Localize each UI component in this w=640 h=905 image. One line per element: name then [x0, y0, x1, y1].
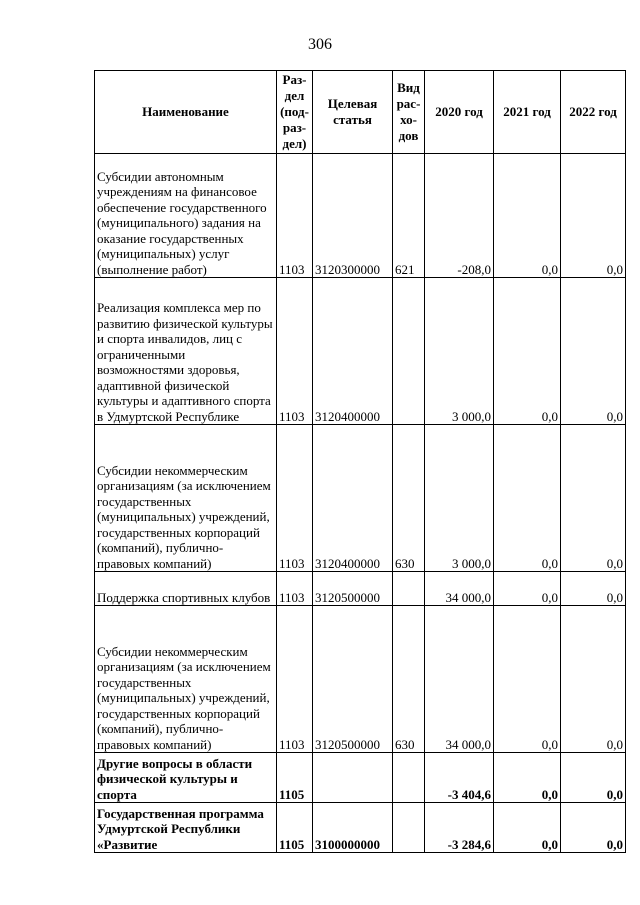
cell-2022: 0,0: [561, 803, 626, 853]
cell-2020: -3 404,6: [425, 753, 494, 803]
cell-expense-type: 630: [393, 425, 425, 572]
header-section: [277, 71, 313, 154]
header-2020: 2020 год: [425, 71, 494, 154]
header-name: Наименование: [95, 71, 277, 154]
cell-2022: 0,0: [561, 606, 626, 753]
cell-2021: 0,0: [494, 425, 561, 572]
header-expense-type: [393, 71, 425, 154]
cell-2021: 0,0: [494, 606, 561, 753]
cell-name: Реализация комплекса мер по развитию физической культуры и спорта инвалидов, лиц с ограниченными возможностями здоровья, адаптивной физической культуры и адаптивного спорта в Удмуртской Республике: [95, 278, 277, 425]
cell-section: 1103: [277, 278, 313, 425]
table-body: [95, 154, 626, 853]
header-target: [313, 71, 393, 154]
cell-target: 3100000000: [313, 803, 393, 853]
cell-expense-type: 621: [393, 154, 425, 278]
cell-2022: 0,0: [561, 572, 626, 606]
cell-section: 1103: [277, 606, 313, 753]
cell-2020: -208,0: [425, 154, 494, 278]
cell-section: 1103: [277, 425, 313, 572]
header-2021: 2021 год: [494, 71, 561, 154]
cell-expense-type: [393, 753, 425, 803]
cell-expense-type: [393, 572, 425, 606]
cell-target: 3120400000: [313, 278, 393, 425]
cell-target: 3120500000: [313, 606, 393, 753]
cell-target: 3120500000: [313, 572, 393, 606]
cell-target: 3120300000: [313, 154, 393, 278]
header-section-text: Раз- дел (под- раз- дел): [280, 72, 309, 151]
table-row: [95, 278, 626, 425]
cell-name: Субсидии некоммерческим организациям (за исключением государственных (муниципальных) учреждений, государственных корпораций (компаний), публично-правовых компаний): [95, 425, 277, 572]
cell-2021: 0,0: [494, 278, 561, 425]
cell-expense-type: 630: [393, 606, 425, 753]
cell-target: [313, 753, 393, 803]
cell-name: Поддержка спортивных клубов: [95, 572, 277, 606]
cell-2021: 0,0: [494, 154, 561, 278]
table-header-row: [95, 71, 626, 154]
header-target-text: Целевая статья: [327, 96, 378, 127]
cell-2020: -3 284,6: [425, 803, 494, 853]
cell-2022: 0,0: [561, 154, 626, 278]
cell-name: Государственная программа Удмуртской Республики «Развитие: [95, 803, 277, 853]
page-number: 306: [308, 36, 332, 53]
table-row: [95, 425, 626, 572]
cell-expense-type: [393, 803, 425, 853]
cell-2020: 3 000,0: [425, 425, 494, 572]
table-row: [95, 606, 626, 753]
cell-name: Субсидии некоммерческим организациям (за исключением государственных (муниципальных) учреждений, государственных корпораций (компаний), публично-правовых компаний): [95, 606, 277, 753]
cell-2020: 3 000,0: [425, 278, 494, 425]
cell-2021: 0,0: [494, 803, 561, 853]
table-row: [95, 803, 626, 853]
cell-target: 3120400000: [313, 425, 393, 572]
cell-2022: 0,0: [561, 425, 626, 572]
cell-name: Субсидии автономным учреждениям на финансовое обеспечение государственного (муниципального) задания на оказание государственных (муниципальных) услуг (выполнение работ): [95, 154, 277, 278]
cell-section: 1105: [277, 803, 313, 853]
cell-2020: 34 000,0: [425, 606, 494, 753]
cell-section: 1103: [277, 154, 313, 278]
table-row: [95, 154, 626, 278]
cell-2021: 0,0: [494, 572, 561, 606]
cell-2021: 0,0: [494, 753, 561, 803]
budget-table: [94, 70, 626, 853]
cell-2022: 0,0: [561, 278, 626, 425]
cell-2020: 34 000,0: [425, 572, 494, 606]
table-row: [95, 753, 626, 803]
table-row: [95, 572, 626, 606]
cell-2022: 0,0: [561, 753, 626, 803]
header-2022: 2022 год: [561, 71, 626, 154]
header-expense-type-text: Вид рас- хо- дов: [396, 80, 421, 143]
cell-section: 1103: [277, 572, 313, 606]
cell-name: Другие вопросы в области физической культуры и спорта: [95, 753, 277, 803]
cell-expense-type: [393, 278, 425, 425]
cell-section: 1105: [277, 753, 313, 803]
